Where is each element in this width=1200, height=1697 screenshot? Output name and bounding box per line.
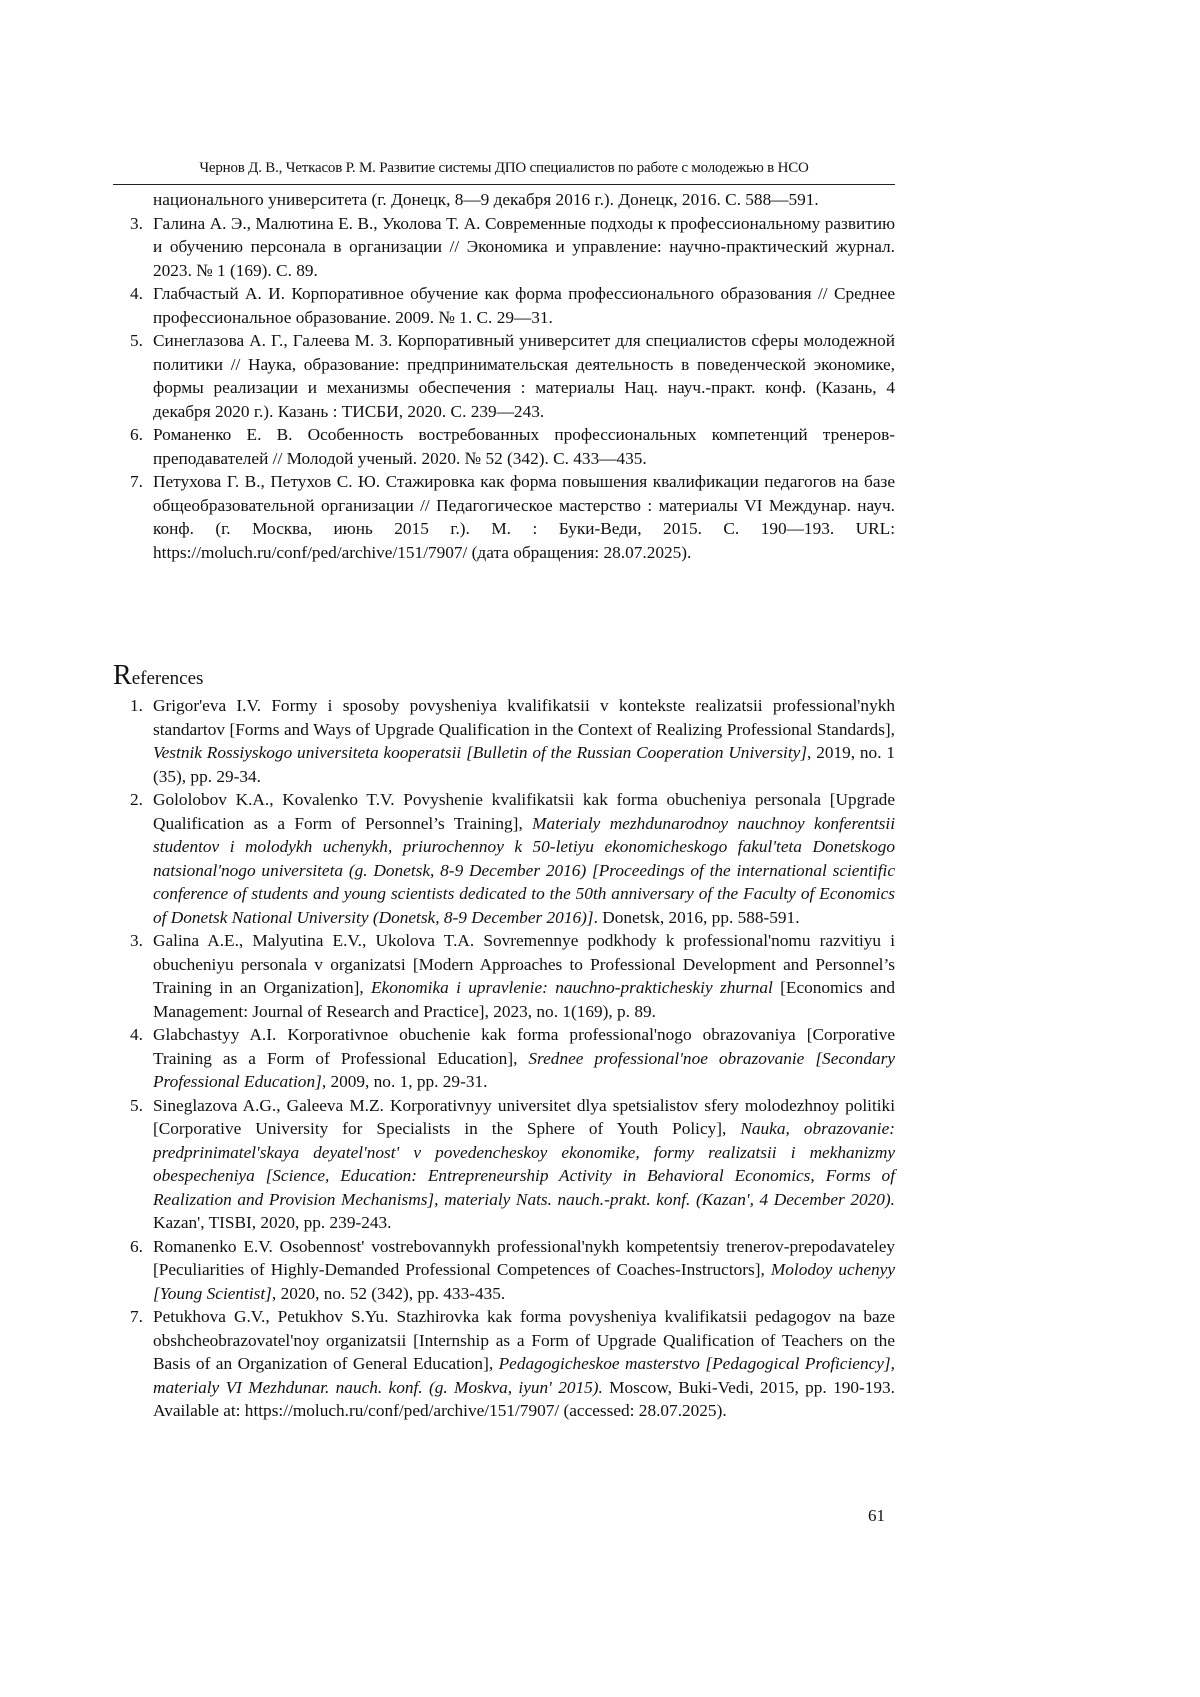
reference-number: 4. (130, 1023, 143, 1047)
reference-details: Kazan', TISBI, 2020, pp. 239-243. (153, 1213, 391, 1232)
ru-reference-text: Галина А. Э., Малютина Е. В., Уколова Т. А. Современные подходы к профессиональному развитию и обучению персонала в организации // Экономика и управление: научно-практический журнал. 2023. № 1 (169). С. 89. (153, 214, 895, 280)
reference-source-italic: Srednee professional'noe obrazovanie [Secondary Professional Education] (153, 1049, 895, 1092)
ru-reference-number: 6. (130, 423, 143, 447)
reference-text: Galina A.E., Malyutina E.V., Ukolova T.A. Sovremennye podkhody k professional'nomu razvitiyu i obucheniyu personala v organizatsi [Modern Approaches to Professional Development and Personnel’s Training in an Organization], (153, 931, 895, 997)
reference-details: Moscow, Buki-Vedi, 2015, pp. 190-193. Available at: https://moluch.ru/conf/ped/archive/151/7907/ (accessed: 28.07.2025). (153, 1378, 895, 1421)
ru-reference-text: Глабчастый А. И. Корпоративное обучение как форма профессионального образования // Среднее профессиональное образование. 2009. № 1. С. 29—31. (153, 284, 895, 327)
reference-source-italic: Molodoy uchenyy [Young Scientist] (153, 1260, 895, 1303)
reference-text: Gololobov K.A., Kovalenko T.V. Povyshenie kvalifikatsii kak forma obucheniya personala [Upgrade Qualification as a Form of Personnel’s Training], (153, 790, 895, 833)
reference-item (120, 694, 895, 788)
english-reference-list (120, 694, 895, 1423)
reference-text: Petukhova G.V., Petukhov S.Yu. Stazhirovka kak forma povysheniya kvalifikatsii pedagogov na baze obshcheobrazovatel'noy organizatsii [Internship as a Form of Upgrade Qualification of Teachers on the Basis of an Organization of General Education], (153, 1307, 895, 1373)
ru-reference-item (120, 282, 895, 329)
reference-text: Grigor'eva I.V. Formy i sposoby povysheniya kvalifikatsii v kontekste realizatsii professional'nykh standartov [Forms and Ways of Upgrade Qualification in the Context of Realizing Professional Standards], (153, 696, 895, 739)
russian-reference-list (120, 188, 895, 564)
ru-reference-item (120, 423, 895, 470)
reference-number: 7. (130, 1305, 143, 1329)
ru-reference-text: Петухова Г. В., Петухов С. Ю. Стажировка как форма повышения квалификации педагогов на базе общеобразовательной организации // Педагогическое мастерство : материалы VI Междунар. науч. конф. (г. Москва, июнь 2015 г.). М. : Буки-Веди, 2015. С. 190—193. URL: https://moluch.ru/conf/ped/archive/151/7907/ (дата обращения: 28.07.2025). (153, 472, 895, 562)
reference-text: Sineglazova A.G., Galeeva M.Z. Korporativnyy universitet dlya spetsialistov sfery molodezhnoy politiki [Corporative University for Specialists in the Sphere of Youth Policy], (153, 1096, 895, 1139)
ru-reference-item (120, 470, 895, 564)
reference-continuation: национального университета (г. Донецк, 8—9 декабря 2016 г.). Донецк, 2016. С. 588—591. (120, 188, 895, 212)
ru-reference-text: Синеглазова А. Г., Галеева М. З. Корпоративный университет для специалистов сферы молодежной политики // Наука, образование: предпринимательская деятельность в поведенческой экономике, формы реализации и механизмы обеспечения : материалы Нац. науч.-практ. конф. (Казань, 4 декабря 2020 г.). Казань : ТИСБИ, 2020. С. 239—243. (153, 331, 895, 421)
reference-number: 2. (130, 788, 143, 812)
reference-source-italic: Materialy mezhdunarodnoy nauchnoy konferentsii studentov i molodykh uchenykh, priurochennoy k 50-letiyu ekonomicheskogo fakul'teta Donetskogo natsional'nogo universiteta (g. Donetsk, 8-9 December 2016) [Proceedings of the international scientific conference of students and young scientists dedicated to the 50th anniversary of the Faculty of Economics of Donetsk National University (Donetsk, 8-9 December 2016)] (153, 814, 895, 927)
reference-source-italic: Pedagogicheskoe masterstvo [Pedagogical Proficiency], materialy VI Mezhdunar. nauch. konf. (g. Moskva, iyun' 2015). (153, 1354, 895, 1397)
ru-reference-number: 3. (130, 212, 143, 236)
reference-number: 3. (130, 929, 143, 953)
page (0, 0, 1200, 1697)
reference-item (120, 1094, 895, 1235)
references-heading-initial: R (113, 660, 132, 691)
reference-item (120, 1023, 895, 1094)
header-rule (113, 184, 895, 185)
references-heading (113, 660, 203, 692)
ru-reference-number: 7. (130, 470, 143, 494)
reference-text: Romanenko E.V. Osobennost' vostrebovannykh professional'nykh kompetentsiy trenerov-prepodavateley [Peculiarities of Highly-Demanded Professional Competences of Coaches-Instructors], (153, 1237, 895, 1280)
ru-reference-number: 5. (130, 329, 143, 353)
reference-details: , 2009, no. 1, pp. 29-31. (322, 1072, 488, 1091)
reference-details: , 2019, no. 1 (35), pp. 29-34. (153, 743, 895, 786)
ru-reference-text: Романенко Е. В. Особенность востребованных профессиональных компетенций тренеров-преподавателей // Молодой ученый. 2020. № 52 (342). С. 433—435. (153, 425, 895, 468)
reference-item (120, 1235, 895, 1306)
reference-item (120, 788, 895, 929)
ru-reference-number: 4. (130, 282, 143, 306)
reference-number: 6. (130, 1235, 143, 1259)
reference-item (120, 929, 895, 1023)
reference-source-italic: Ekonomika i upravlenie: nauchno-prakticheskiy zhurnal (371, 978, 773, 997)
reference-source-italic: Vestnik Rossiyskogo universiteta kooperatsii [Bulletin of the Russian Cooperation University] (153, 743, 807, 762)
references-heading-rest: eferences (132, 668, 204, 689)
reference-details: [Economics and Management: Journal of Research and Practice], 2023, no. 1(169), p. 89. (153, 978, 895, 1021)
reference-item (120, 1305, 895, 1423)
reference-details: . Donetsk, 2016, pp. 588-591. (594, 908, 800, 927)
reference-number: 1. (130, 694, 143, 718)
reference-number: 5. (130, 1094, 143, 1118)
reference-text: Glabchastyy A.I. Korporativnoe obuchenie kak forma professional'nogo obrazovaniya [Corporative Training as a Form of Professional Education], (153, 1025, 895, 1068)
ru-reference-item (120, 329, 895, 423)
ru-reference-item (120, 212, 895, 283)
reference-details: , 2020, no. 52 (342), pp. 433-435. (272, 1284, 505, 1303)
running-header: Чернов Д. В., Четкасов Р. М. Развитие системы ДПО специалистов по работе с молодежью в НСО (113, 160, 895, 177)
page-number: 61 (868, 1506, 885, 1526)
reference-source-italic: Nauka, obrazovanie: predprinimatel'skaya deyatel'nost' v povedencheskoy ekonomike, formy realizatsii i mekhanizmy obespecheniya [Science, Education: Entrepreneurship Activity in Behavioral Economics, Forms of Realization and Provision Mechanisms], materialy Nats. nauch.-prakt. konf. (Kazan', 4 December 2020). (153, 1119, 895, 1209)
